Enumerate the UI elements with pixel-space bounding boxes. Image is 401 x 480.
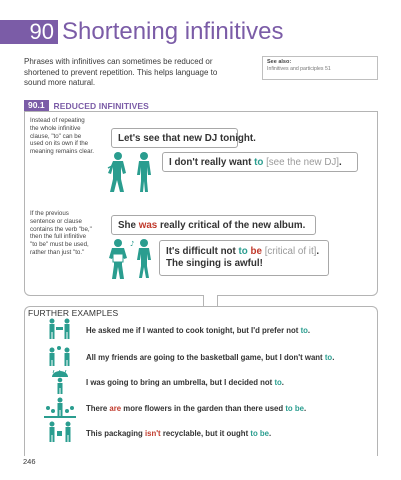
example-end: . [281, 378, 284, 387]
speech-bubble-3 [111, 215, 316, 235]
bubble-line-2: The singing is awful! [166, 258, 263, 269]
highlight-be: be [250, 246, 262, 257]
recycling-people-icon [45, 421, 75, 443]
rain-person-icon [50, 370, 70, 394]
garden-flowers-icon [44, 396, 76, 418]
example-text: recyclable, but it ought [160, 429, 251, 438]
omitted-text: [critical of it] [264, 246, 317, 257]
example-2 [86, 353, 334, 362]
example-5 [86, 429, 271, 438]
example-text: more flowers in the garden than there used [121, 404, 286, 413]
highlight-to-be: to be [285, 404, 304, 413]
unit-number: 90 [0, 20, 58, 44]
section-title: REDUCED INFINITIVES [53, 100, 149, 111]
page-title: Shortening infinitives [62, 18, 284, 45]
example-3 [86, 378, 284, 387]
people-listening-music-icon [104, 236, 160, 282]
see-also-label: See also: [267, 59, 292, 65]
bubble-text: I don't really want [169, 157, 255, 168]
highlight-be-verb: isn't [144, 429, 161, 438]
speech-bubble-4 [159, 240, 329, 276]
highlight-to: to [324, 353, 333, 362]
side-note-1: Instead of repeating the whole infinitive clause, "to" can be used on its own if the meaning remains clear. [30, 117, 94, 156]
further-examples-title: FURTHER EXAMPLES [28, 308, 119, 318]
bubble-text: It's difficult not [166, 246, 239, 257]
highlight-to-be: to be [250, 429, 269, 438]
side-note-2: If the previous sentence or clause contains the verb "be," then the full infinitive "to be" must be used, rather than just "to." [30, 210, 92, 256]
highlight-to: to [238, 246, 248, 257]
bubble-text: She [118, 220, 139, 231]
bubble-text: really critical of the new album. [157, 220, 306, 231]
example-end: . [303, 404, 307, 413]
bubble-end: . [316, 246, 320, 257]
two-people-talking-icon [104, 150, 160, 196]
example-text: All my friends are going to the basketball game, but I don't want [86, 353, 325, 362]
speech-bubble-1 [111, 128, 256, 148]
highlight-to: to [254, 157, 264, 168]
intro-text: Phrases with infinitives can sometimes be reduced or shortened to prevent repetition. This helps language to sound more natural. [24, 57, 218, 87]
example-end: . [307, 326, 311, 335]
bubble-end: . [339, 157, 342, 168]
example-text: There [86, 404, 110, 413]
page-number: 246 [23, 457, 36, 466]
highlight-be-verb: are [109, 404, 122, 413]
basketball-people-icon [45, 345, 75, 367]
svg-text:♪: ♪ [130, 240, 135, 248]
example-text: He asked me if I wanted to cook tonight, but I'd prefer not [86, 326, 301, 335]
cooking-people-icon [45, 318, 75, 340]
bubble-text: Let's see that new DJ tonight. [118, 133, 256, 144]
example-text: I was going to bring an umbrella, but I decided not [86, 378, 275, 387]
example-text: This packaging [86, 429, 145, 438]
see-also-box [262, 56, 378, 80]
highlight-to: to [300, 326, 308, 335]
example-4 [86, 404, 306, 413]
speech-bubble-2 [162, 152, 358, 172]
omitted-text: [see the new DJ] [266, 157, 340, 168]
section-header [24, 100, 149, 111]
example-1 [86, 326, 310, 335]
highlight-to: to [274, 378, 282, 387]
highlight-be-verb: was [138, 220, 158, 231]
see-also-link[interactable]: Infinitives and participles 51 [267, 66, 331, 72]
example-end: . [332, 353, 335, 362]
section-number: 90.1 [24, 100, 49, 111]
example-end: . [268, 429, 272, 438]
